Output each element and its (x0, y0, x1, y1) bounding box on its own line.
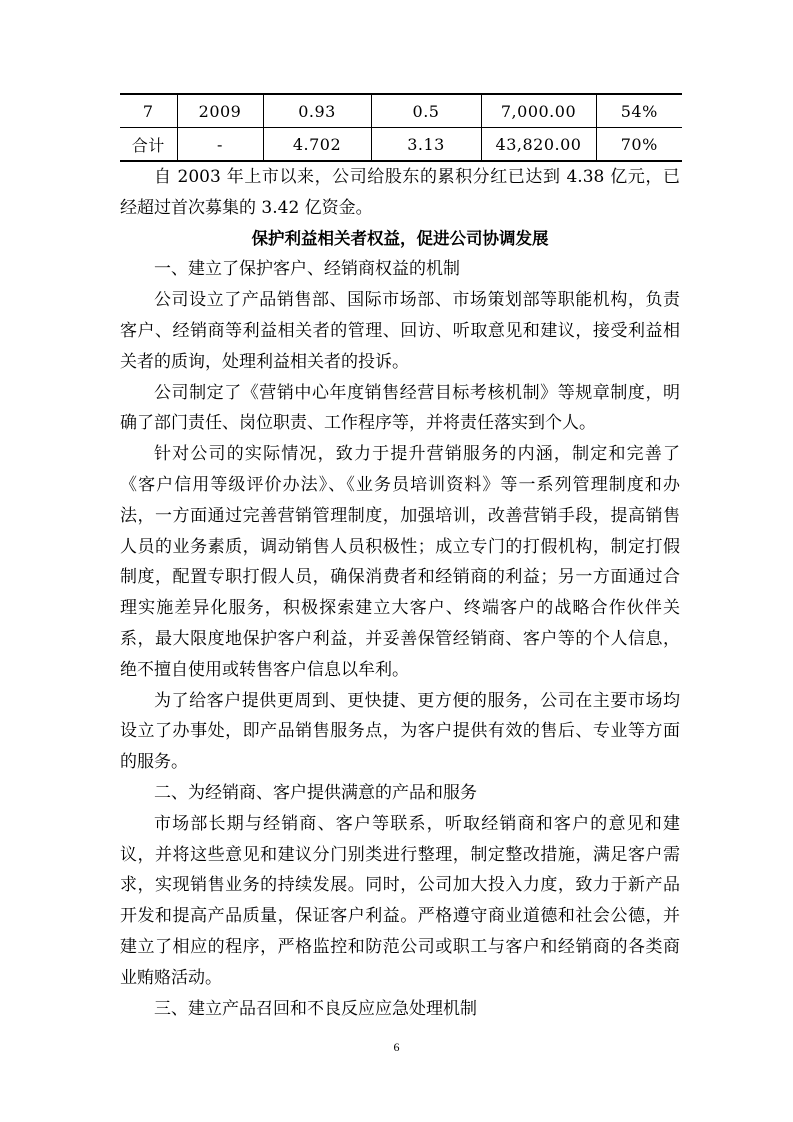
table-cell: 54% (596, 94, 682, 128)
table-cell: - (177, 128, 263, 162)
table-cell: 70% (596, 128, 682, 162)
subheading-2: 二、为经销商、客户提供满意的产品和服务 (154, 782, 477, 803)
paragraph-5: 市场部长期与经销商、客户等联系，听取经销商和客户的意见和建议，并将这些意见和建议分门别类进行整理，制定整改措施，满足客户需求，实现销售业务的持续发展。同时，公司加大投入力度，致力于新产品开发和提高产品质量，保证客户利益。严格遵守商业道德和社会公德，并建立了相应的程序，严格监控和防范公司或职工与客户和经销商的各类商业贿赂活动。 (120, 813, 680, 988)
table-cell: 7,000.00 (481, 94, 596, 128)
table-cell: 0.93 (263, 94, 371, 128)
paragraph-3: 针对公司的实际情况，致力于提升营销服务的内涵，制定和完善了《客户信用等级评价办法》、《业务员培训资料》等一系列管理制度和办法，一方面通过完善营销管理制度，加强培训，改善营销手段，提高销售人员的业务素质，调动销售人员积极性；成立专门的打假机构，制定打假制度，配置专职打假人员，确保消费者和经销商的利益；另一方面通过合理实施差异化服务，积极探索建立大客户、终端客户的战略合作伙伴关系，最大限度地保护客户利益，并妥善保管经销商、客户等的个人信息，绝不擅自使用或转售客户信息以牟利。 (120, 444, 680, 680)
table-cell: 0.5 (371, 94, 481, 128)
table-row (120, 94, 682, 128)
table-row-total (120, 128, 682, 162)
table-cell: 7 (120, 94, 177, 128)
paragraph-4: 为了给客户提供更周到、更快捷、更方便的服务，公司在主要市场均设立了办事处，即产品销售服务点，为客户提供有效的售后、专业等方面的服务。 (120, 690, 680, 773)
body-text (120, 162, 680, 1024)
paragraph-2: 公司制定了《营销中心年度销售经营目标考核机制》等规章制度，明确了部门责任、岗位职责、工作程序等，并将责任落实到个人。 (120, 382, 680, 434)
dividend-table (120, 93, 682, 162)
section-title: 保护利益相关者权益，促进公司协调发展 (251, 228, 549, 248)
subheading-1: 一、建立了保护客户、经销商权益的机制 (154, 259, 460, 280)
dividend-table-container (120, 93, 682, 162)
table-cell: 合计 (120, 128, 177, 162)
subheading-3: 三、建立产品召回和不良反应应急处理机制 (154, 998, 477, 1019)
table-cell: 3.13 (371, 128, 481, 162)
intro-paragraph: 自 2003 年上市以来，公司给股东的累积分红已达到 4.38 亿元，已经超过首次募集的 3.42 亿资金。 (120, 167, 680, 218)
table-cell: 43,820.00 (481, 128, 596, 162)
table-cell: 4.702 (263, 128, 371, 162)
page-number: 6 (393, 1040, 400, 1054)
paragraph-1: 公司设立了产品销售部、国际市场部、市场策划部等职能机构，负责客户、经销商等利益相关者的管理、回访、听取意见和建议，接受利益相关者的质询，处理利益相关者的投诉。 (120, 290, 680, 372)
table-cell: 2009 (177, 94, 263, 128)
